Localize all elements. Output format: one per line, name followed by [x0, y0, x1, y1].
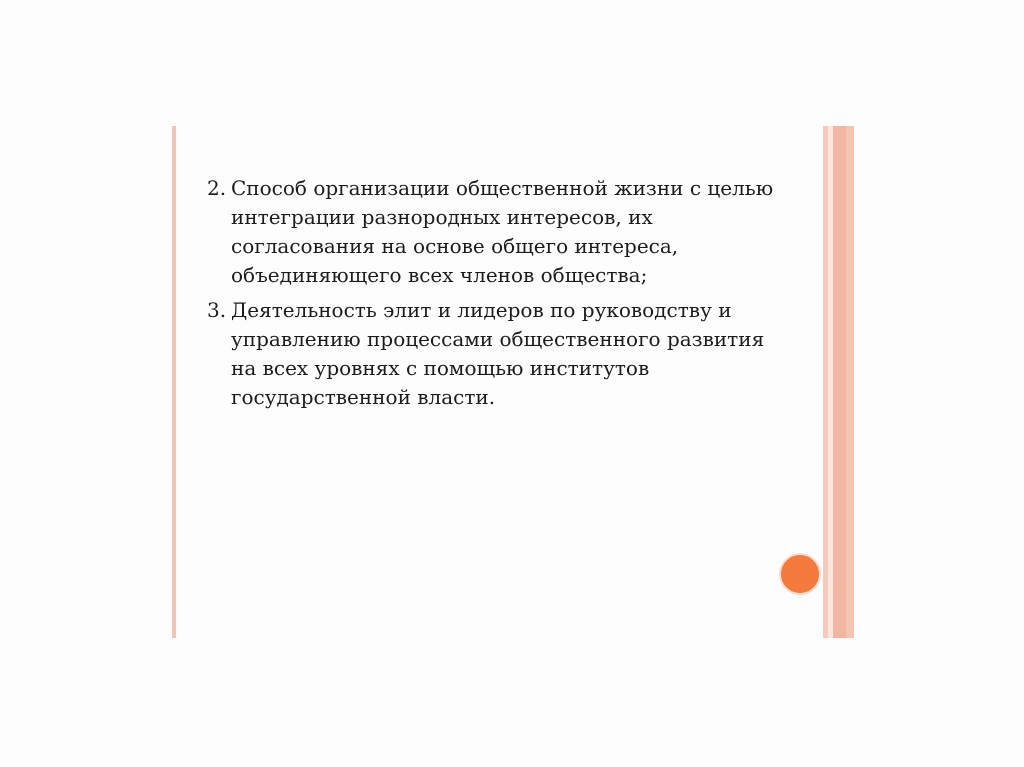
list-item-text: Деятельность элит и лидеров по руководству и управлению процессами общественного развития на всех уровнях с помощью институтов государственной власти. — [231, 298, 765, 409]
list-item-text: Способ организации общественной жизни с целью интеграции разнородных интересов, их согласования на основе общего интереса, объединяющего всех членов общества; — [231, 176, 774, 287]
list-item — [207, 296, 787, 412]
right-decorative-band-outer — [846, 126, 854, 638]
list-item-number: 3. — [207, 298, 227, 322]
list-item-number: 2. — [207, 176, 227, 200]
slide-content — [207, 174, 787, 418]
list-item — [207, 174, 787, 290]
orange-circle-decoration — [779, 553, 821, 595]
left-border-rule — [172, 126, 176, 638]
right-decorative-band-wide — [833, 126, 846, 638]
